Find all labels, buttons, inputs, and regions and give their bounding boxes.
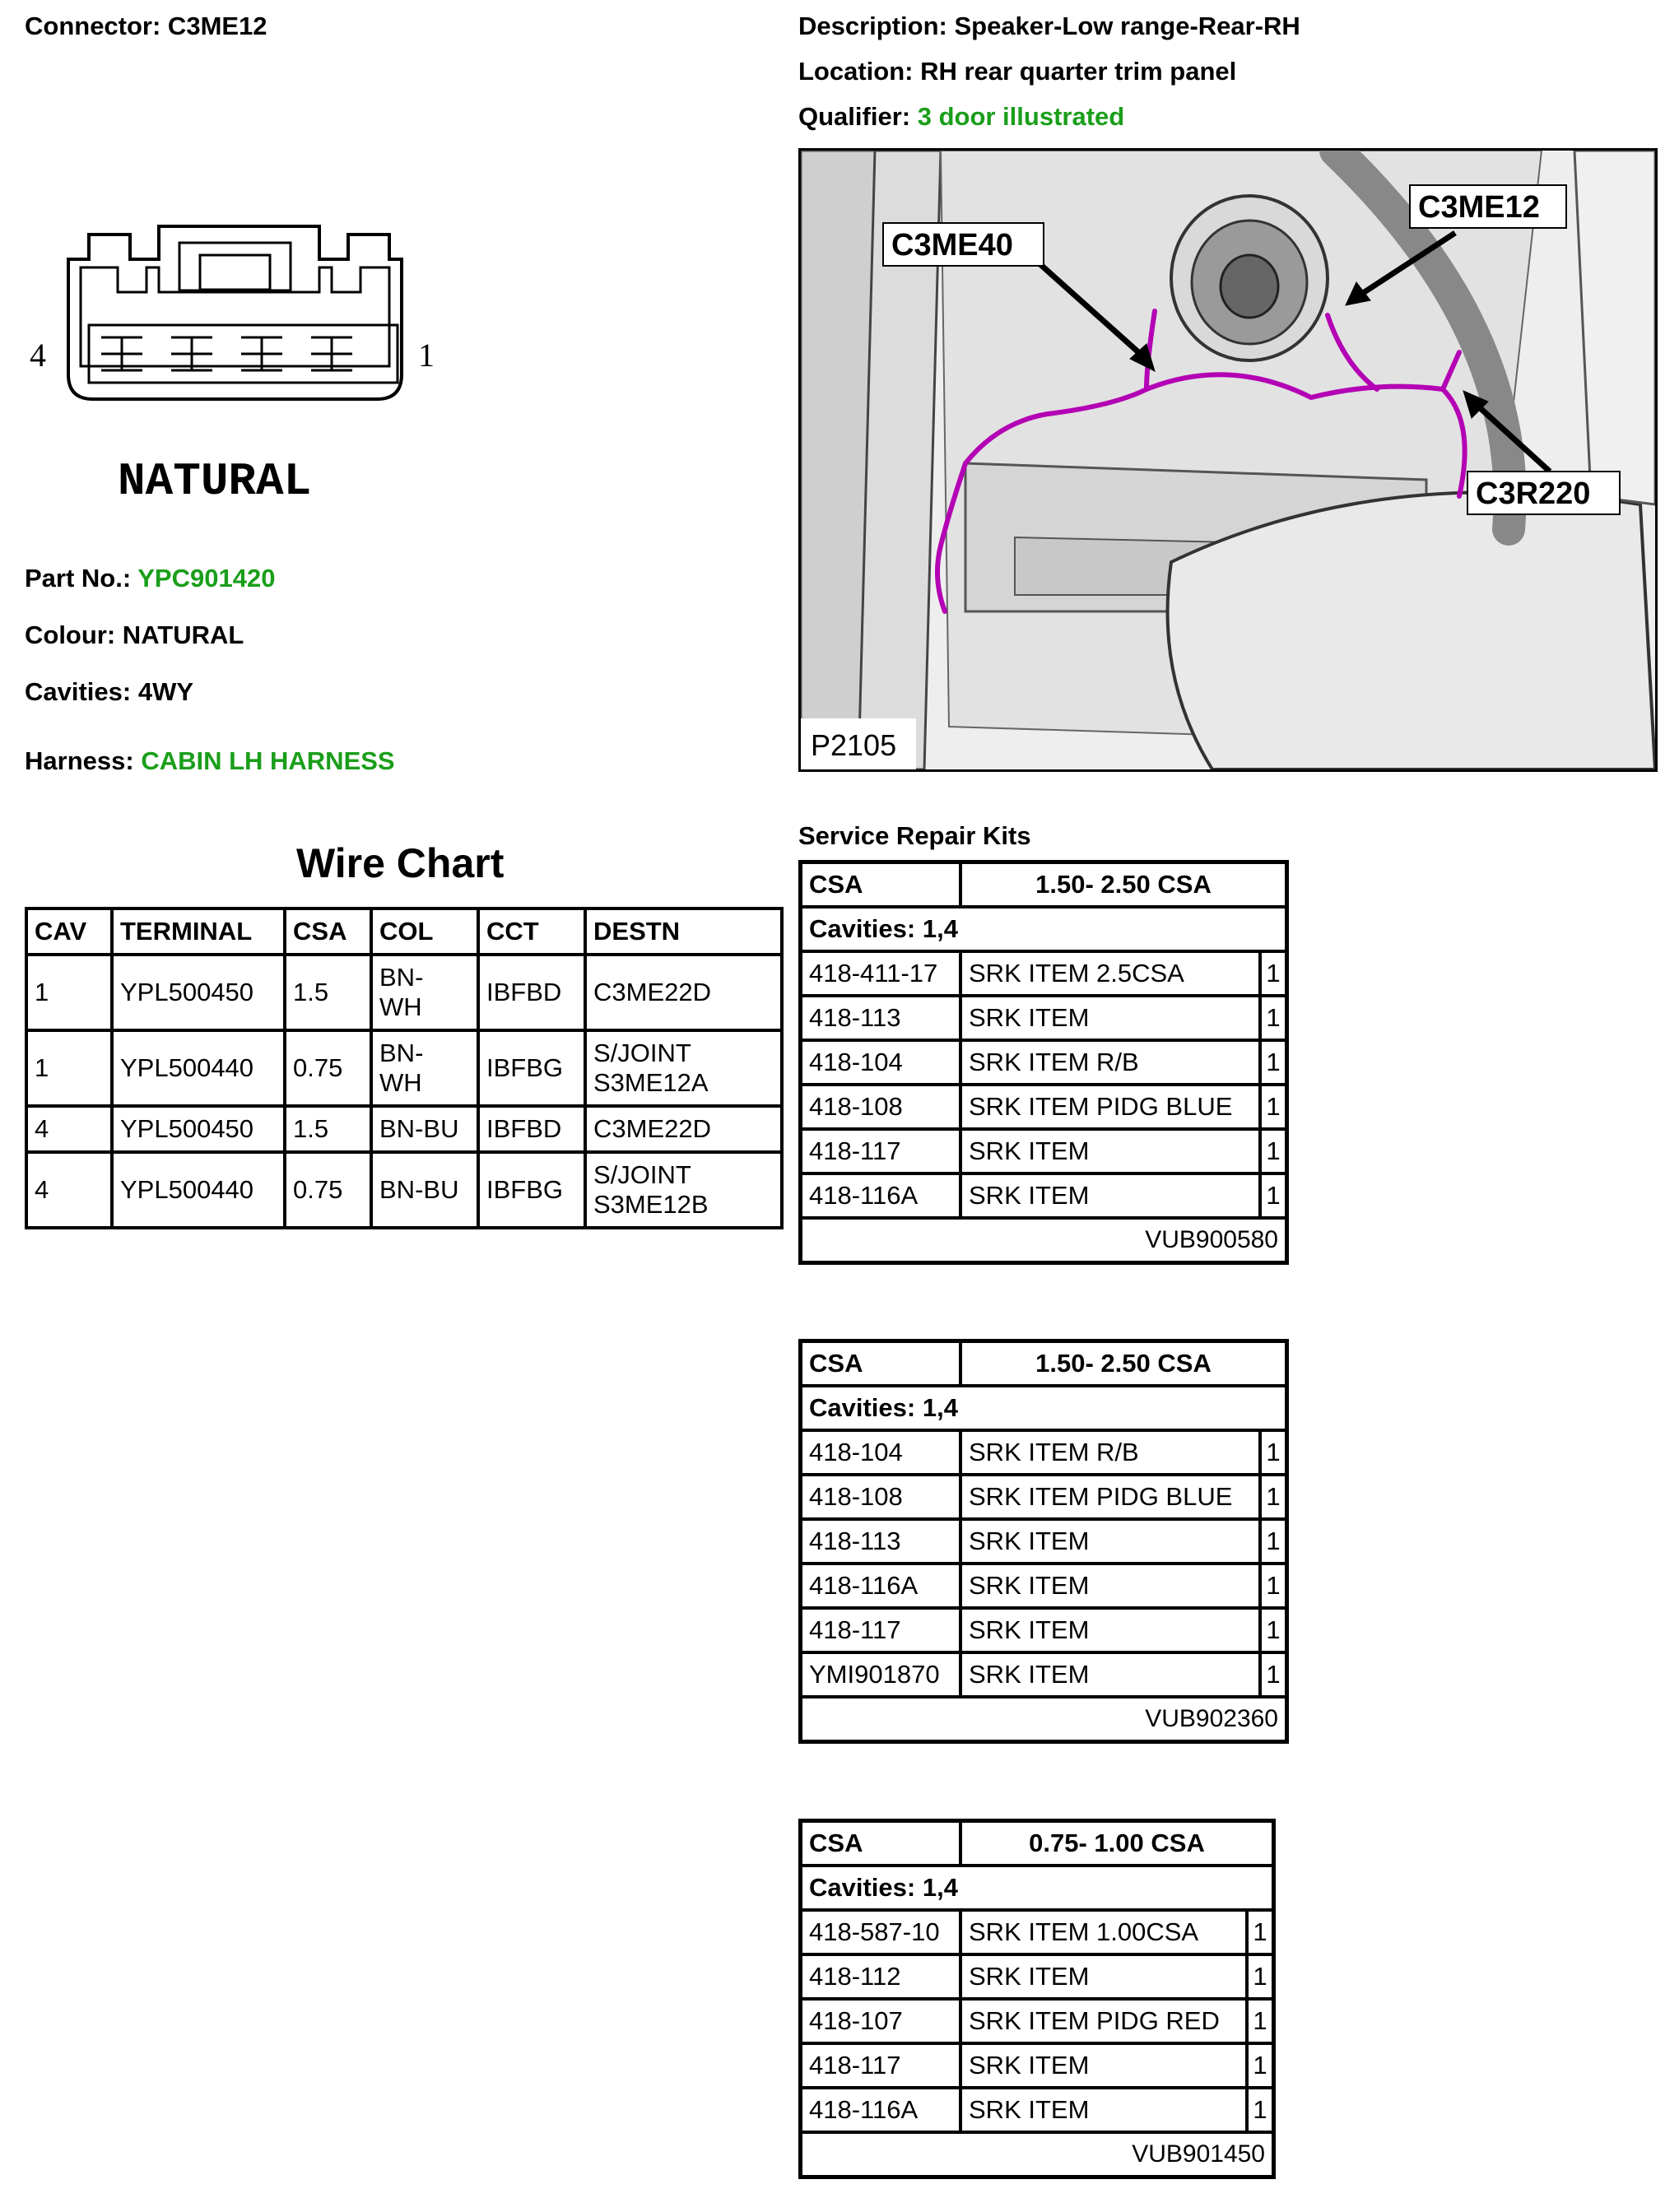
table-cell: 0.75 <box>285 1030 371 1106</box>
table-row <box>801 1608 1287 1652</box>
pin-left-number: 4 <box>30 337 46 374</box>
kit-item-desc: SRK ITEM <box>960 1564 1260 1608</box>
kit-item-qty: 1 <box>1247 1910 1274 1954</box>
location-photo <box>798 148 1658 772</box>
part-number-value: YPC901420 <box>137 564 276 592</box>
kit-cavities-row <box>801 1386 1287 1430</box>
table-cell: C3ME22D <box>585 955 782 1030</box>
kit-part-number: 418-108 <box>801 1085 961 1129</box>
table-cell: YPL500450 <box>112 955 285 1030</box>
harness-value: CABIN LH HARNESS <box>141 746 395 775</box>
table-row <box>26 1106 782 1152</box>
kit-item-qty: 1 <box>1247 1954 1274 1999</box>
kit-part-number: 418-411-17 <box>801 951 961 996</box>
figure-id: P2105 <box>811 728 897 762</box>
table-row <box>26 1152 782 1228</box>
location-label: Location: RH rear quarter trim panel <box>798 57 1237 86</box>
table-row <box>801 2043 1274 2088</box>
kit-part-number: 418-112 <box>801 1954 961 1999</box>
table-row <box>801 1129 1287 1173</box>
table-row <box>801 951 1287 996</box>
table-row <box>801 1430 1287 1475</box>
kit-footer-row <box>801 1697 1287 1742</box>
kit-cavities: Cavities: 1,4 <box>801 1386 1287 1430</box>
column-header: COL <box>371 908 478 955</box>
table-cell: YPL500440 <box>112 1152 285 1228</box>
kit-item-qty: 1 <box>1260 1608 1287 1652</box>
column-header: CSA <box>285 908 371 955</box>
wire-chart-title: Wire Chart <box>296 840 505 886</box>
kit-item-qty: 1 <box>1260 1173 1287 1218</box>
kit-item-qty: 1 <box>1260 1475 1287 1519</box>
table-cell: IBFBG <box>478 1030 585 1106</box>
callout-c3r220: C3R220 <box>1476 476 1591 511</box>
table-row <box>801 1999 1274 2043</box>
kit-part-number: 418-117 <box>801 1608 961 1652</box>
pin-right-number: 1 <box>418 337 435 374</box>
kit-part-number: 418-116A <box>801 1173 961 1218</box>
column-header: TERMINAL <box>112 908 285 955</box>
table-row <box>801 2088 1274 2132</box>
description-label: Description: Speaker-Low range-Rear-RH <box>798 12 1300 40</box>
kit-item-desc: SRK ITEM R/B <box>960 1040 1260 1085</box>
wire-chart-table <box>25 907 784 1229</box>
kit-item-qty: 1 <box>1260 1430 1287 1475</box>
kit-item-desc: SRK ITEM <box>960 1954 1247 1999</box>
table-row <box>801 1564 1287 1608</box>
connector-face-diagram <box>23 202 451 514</box>
repair-kit-table <box>798 860 1289 1265</box>
kit-item-desc: SRK ITEM PIDG RED <box>960 1999 1247 2043</box>
harness-label: Harness: <box>25 746 134 775</box>
colour-label: Colour: NATURAL <box>25 620 244 649</box>
table-cell: 1 <box>26 1030 112 1106</box>
table-row <box>801 1475 1287 1519</box>
kit-part-number: 418-104 <box>801 1430 961 1475</box>
callout-c3me40: C3ME40 <box>891 228 1013 263</box>
kit-number: VUB900580 <box>801 1218 1287 1263</box>
table-cell: 1 <box>26 955 112 1030</box>
qualifier-value: 3 door illustrated <box>917 102 1125 131</box>
table-cell: YPL500440 <box>112 1030 285 1106</box>
part-number-line <box>25 564 275 593</box>
kit-part-number: 418-116A <box>801 1564 961 1608</box>
table-cell: C3ME22D <box>585 1106 782 1152</box>
kit-part-number: 418-104 <box>801 1040 961 1085</box>
table-row <box>26 955 782 1030</box>
kit-item-desc: SRK ITEM <box>960 1129 1260 1173</box>
kit-item-desc: SRK ITEM PIDG BLUE <box>960 1475 1260 1519</box>
kit-item-desc: SRK ITEM <box>960 1652 1260 1697</box>
kit-part-number: 418-113 <box>801 996 961 1040</box>
kit-item-qty: 1 <box>1260 1040 1287 1085</box>
kit-footer-row <box>801 2132 1274 2177</box>
kit-item-desc: SRK ITEM <box>960 1173 1260 1218</box>
column-header: DESTN <box>585 908 782 955</box>
kit-header-row <box>801 1341 1287 1387</box>
kit-header-row <box>801 862 1287 908</box>
table-cell: IBFBD <box>478 955 585 1030</box>
kit-part-number: 418-117 <box>801 1129 961 1173</box>
kit-item-qty: 1 <box>1247 2043 1274 2088</box>
part-number-label: Part No.: <box>25 564 132 592</box>
column-header: CAV <box>26 908 112 955</box>
kit-part-number: YMI901870 <box>801 1652 961 1697</box>
table-row <box>801 996 1287 1040</box>
kit-cavities: Cavities: 1,4 <box>801 907 1287 951</box>
kit-part-number: 418-107 <box>801 1999 961 2043</box>
kit-csa-range: 0.75- 1.00 CSA <box>960 1821 1274 1866</box>
kit-item-qty: 1 <box>1260 1129 1287 1173</box>
wire-chart-header-row <box>26 908 782 955</box>
connector-colour-text: NATURAL <box>118 455 312 508</box>
repair-kit-table <box>798 1339 1289 1744</box>
table-cell: BN-BU <box>371 1106 478 1152</box>
harness-line <box>25 746 395 776</box>
table-cell: 4 <box>26 1106 112 1152</box>
table-cell: BN-BU <box>371 1152 478 1228</box>
kit-part-number: 418-108 <box>801 1475 961 1519</box>
kit-header-row <box>801 1821 1274 1866</box>
table-row <box>801 1652 1287 1697</box>
kit-item-desc: SRK ITEM <box>960 1608 1260 1652</box>
kit-item-qty: 1 <box>1247 1999 1274 2043</box>
kit-part-number: 418-116A <box>801 2088 961 2132</box>
table-cell: BN- WH <box>371 1030 478 1106</box>
qualifier-label: Qualifier: <box>798 102 911 131</box>
kit-csa-label: CSA <box>801 862 961 908</box>
table-row <box>801 1040 1287 1085</box>
kit-csa-range: 1.50- 2.50 CSA <box>960 1341 1287 1387</box>
kit-cavities: Cavities: 1,4 <box>801 1866 1274 1910</box>
table-cell: IBFBD <box>478 1106 585 1152</box>
kit-csa-label: CSA <box>801 1821 961 1866</box>
kit-item-qty: 1 <box>1260 1085 1287 1129</box>
kit-item-desc: SRK ITEM <box>960 1519 1260 1564</box>
table-cell: S/JOINT S3ME12B <box>585 1152 782 1228</box>
table-cell: 0.75 <box>285 1152 371 1228</box>
kit-part-number: 418-117 <box>801 2043 961 2088</box>
table-row <box>801 1910 1274 1954</box>
kit-item-qty: 1 <box>1260 996 1287 1040</box>
kit-item-desc: SRK ITEM <box>960 2043 1247 2088</box>
table-cell: S/JOINT S3ME12A <box>585 1030 782 1106</box>
kit-item-desc: SRK ITEM PIDG BLUE <box>960 1085 1260 1129</box>
table-row <box>26 1030 782 1106</box>
kit-item-desc: SRK ITEM 1.00CSA <box>960 1910 1247 1954</box>
table-cell: 1.5 <box>285 1106 371 1152</box>
kit-part-number: 418-587-10 <box>801 1910 961 1954</box>
kit-csa-range: 1.50- 2.50 CSA <box>960 862 1287 908</box>
kit-cavities-row <box>801 1866 1274 1910</box>
table-row <box>801 1173 1287 1218</box>
kit-number: VUB901450 <box>801 2132 1274 2177</box>
kit-csa-label: CSA <box>801 1341 961 1387</box>
cavities-label: Cavities: 4WY <box>25 677 194 706</box>
callout-c3me12: C3ME12 <box>1418 190 1540 225</box>
kit-number: VUB902360 <box>801 1697 1287 1742</box>
table-row <box>801 1954 1274 1999</box>
kit-item-qty: 1 <box>1260 1652 1287 1697</box>
table-cell: BN- WH <box>371 955 478 1030</box>
kit-item-qty: 1 <box>1260 1519 1287 1564</box>
column-header: CCT <box>478 908 585 955</box>
kit-part-number: 418-113 <box>801 1519 961 1564</box>
kit-cavities-row <box>801 907 1287 951</box>
table-cell: 4 <box>26 1152 112 1228</box>
kit-item-qty: 1 <box>1260 951 1287 996</box>
kit-item-desc: SRK ITEM R/B <box>960 1430 1260 1475</box>
kit-item-desc: SRK ITEM 2.5CSA <box>960 951 1260 996</box>
kit-footer-row <box>801 1218 1287 1263</box>
qualifier-line <box>798 102 1124 132</box>
kit-item-desc: SRK ITEM <box>960 996 1260 1040</box>
kit-item-qty: 1 <box>1260 1564 1287 1608</box>
table-cell: IBFBG <box>478 1152 585 1228</box>
connector-label: Connector: C3ME12 <box>25 12 267 40</box>
table-row <box>801 1519 1287 1564</box>
service-repair-kits-title: Service Repair Kits <box>798 821 1031 850</box>
table-row <box>801 1085 1287 1129</box>
repair-kit-table <box>798 1819 1276 2179</box>
table-cell: 1.5 <box>285 955 371 1030</box>
kit-item-desc: SRK ITEM <box>960 2088 1247 2132</box>
table-cell: YPL500450 <box>112 1106 285 1152</box>
kit-item-qty: 1 <box>1247 2088 1274 2132</box>
